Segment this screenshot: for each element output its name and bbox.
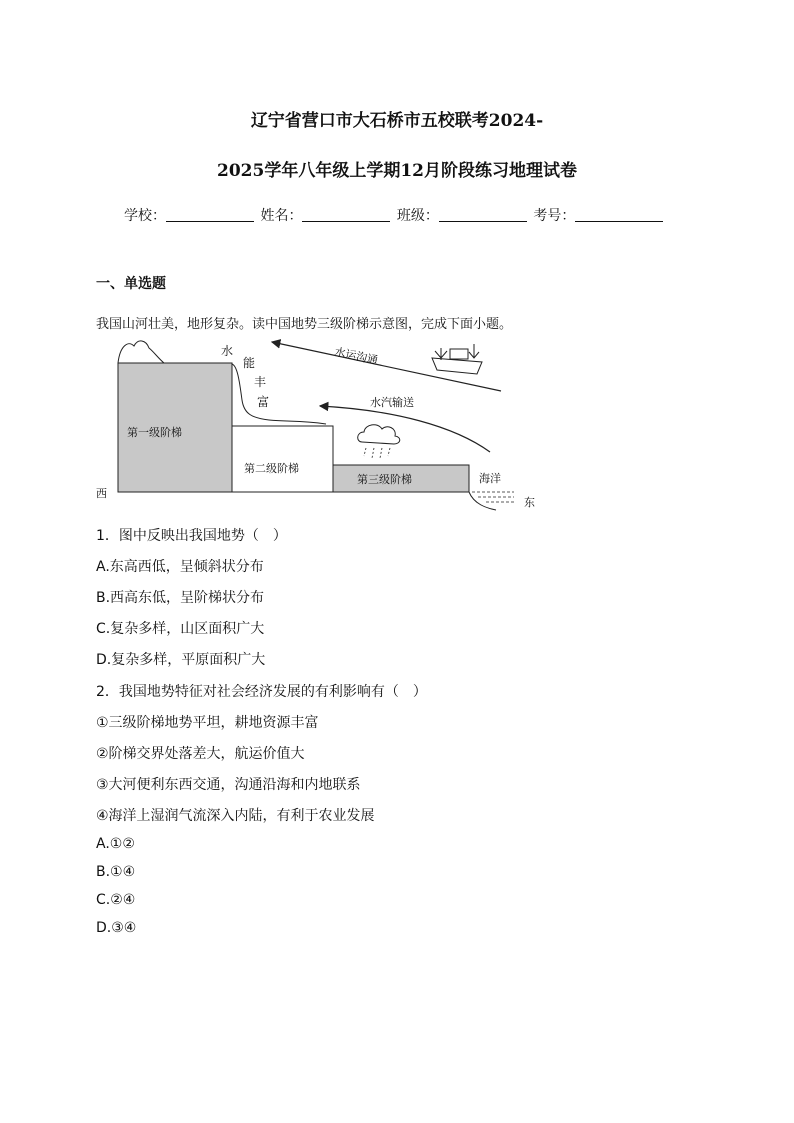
vapor-transport-label: 水汽输送	[370, 396, 414, 409]
q1-option-c[interactable]: C.复杂多样，山区面积广大	[96, 621, 265, 637]
q2-option-b[interactable]: B.①④	[96, 864, 136, 880]
name-label: 姓名：	[260, 208, 303, 224]
school-label: 学校：	[124, 208, 166, 224]
east-label: 东	[524, 496, 535, 509]
q2-statement-4: ④海洋上湿润气流深入内陆，有利于农业发展	[96, 808, 375, 824]
ocean-label: 海洋	[479, 472, 501, 485]
west-label: 西	[96, 487, 107, 500]
ship-icon	[432, 344, 482, 374]
step-two-block	[232, 426, 333, 492]
number-label: 考号：	[533, 208, 576, 224]
coastline	[469, 492, 496, 510]
hydro-label-shui: 水	[221, 344, 234, 358]
q2-statement-2: ②阶梯交界处落差大，航运价值大	[96, 746, 305, 762]
vapor-transport-arrow	[320, 406, 490, 452]
q2-option-d[interactable]: D.③④	[96, 920, 137, 936]
question-intro: 我国山河壮美，地形复杂。读中国地势三级阶梯示意图，完成下面小题。	[96, 317, 513, 332]
question-2-stem: 2．我国地势特征对社会经济发展的有利影响有（ ）	[96, 684, 427, 700]
question-1-stem: 1．图中反映出我国地势（ ）	[96, 528, 287, 544]
q1-option-d[interactable]: D.复杂多样，平原面积广大	[96, 652, 266, 668]
hydro-label-fu: 富	[257, 395, 270, 409]
hydro-label-feng: 丰	[254, 375, 267, 389]
name-blank[interactable]	[302, 207, 390, 222]
q1-option-a[interactable]: A.东高西低，呈倾斜状分布	[96, 559, 264, 575]
exam-title-line-1: 辽宁省营口市大石桥市五校联考2024-	[250, 111, 544, 131]
number-blank[interactable]	[575, 207, 663, 222]
q2-statement-3: ③大河便利东西交通，沟通沿海和内地联系	[96, 777, 361, 793]
q2-statement-1: ①三级阶梯地势平坦，耕地资源丰富	[96, 715, 319, 731]
q2-option-c[interactable]: C.②④	[96, 892, 136, 908]
step-three-label: 第三级阶梯	[357, 473, 412, 486]
class-label: 班级：	[396, 208, 439, 224]
water-transport-label: 水运沟通	[333, 345, 380, 368]
school-blank[interactable]	[166, 207, 254, 222]
student-info-row	[124, 205, 665, 225]
section-heading: 一、单选题	[96, 276, 166, 292]
step-one-label: 第一级阶梯	[127, 426, 182, 439]
step-two-label: 第二级阶梯	[244, 462, 299, 475]
hydro-label-neng: 能	[243, 356, 256, 370]
exam-title-line-2: 2025学年八年级上学期12月阶段练习地理试卷	[217, 161, 577, 181]
mountain-outline	[118, 341, 164, 363]
river-curve	[232, 364, 326, 424]
class-blank[interactable]	[439, 207, 527, 222]
q2-option-a[interactable]: A.①②	[96, 836, 135, 852]
q1-option-b[interactable]: B.西高东低，呈阶梯状分布	[96, 590, 265, 606]
rain-cloud-icon	[358, 425, 400, 458]
terrain-steps-diagram	[94, 336, 544, 516]
